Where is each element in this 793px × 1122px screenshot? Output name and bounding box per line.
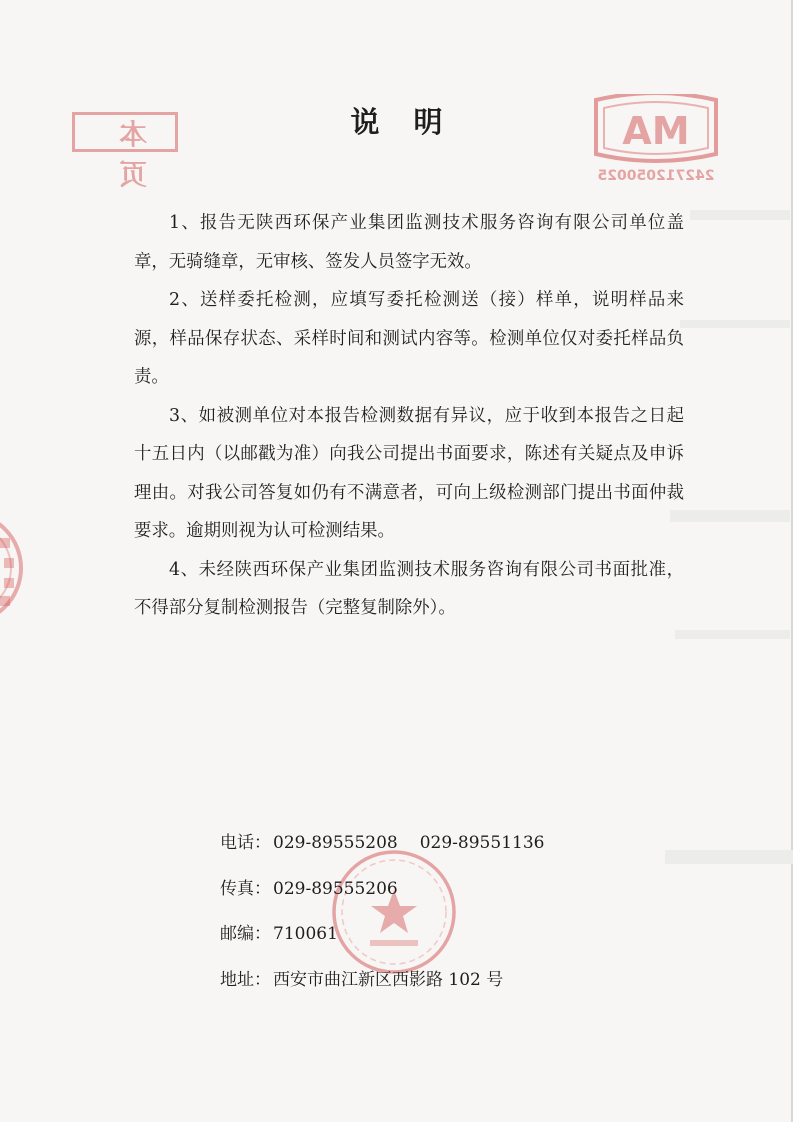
note-paragraph-1: 1、报告无陕西环保产业集团监测技术服务咨询有限公司单位盖章，无骑缝章，无审核、签发人员签字无效。: [134, 213, 684, 272]
phone-label: 电话：: [220, 833, 271, 853]
address-value: 西安市曲江新区西影路 102 号: [273, 969, 504, 990]
postcode-value: 710061: [273, 924, 338, 944]
phone-number-1: 029-89555208: [273, 833, 398, 853]
fax-label: 传真：: [220, 878, 271, 899]
postcode-row: [220, 918, 544, 964]
phone-number-2: 029-89551136: [419, 833, 545, 853]
phone-row: [220, 827, 544, 873]
note-paragraph-2: 2、送样委托检测，应填写委托检测送（接）样单，说明样品来源，样品保存状态、采样时间和测试内容等。检测单位仅对委托样品负责。: [134, 290, 684, 387]
note-paragraph-3: 3、如被测单位对本报告检测数据有异议，应于收到本报告之日起十五日内（以邮戳为准）向我公司提出书面要求，陈述有关疑点及申诉理由。对我公司答复如仍有不满意者，可向上级检测部门提出书面仲裁要求。逾期则视为认可检测结果。: [134, 405, 684, 541]
postcode-label: 邮编：: [220, 924, 271, 944]
page-stamp-text: 本 页: [103, 118, 148, 191]
cma-logo-code: 242712050025: [597, 168, 715, 184]
notes-body: [134, 204, 684, 628]
note-paragraph-4: 4、未经陕西环保产业集团监测技术服务咨询有限公司书面批准，不得部分复制检测报告（完整复制除外）。: [134, 559, 684, 618]
fax-row: [220, 873, 544, 919]
page-title: 说明: [350, 105, 477, 139]
fax-number: 029-89555206: [273, 878, 398, 899]
partial-seal-left: [0, 508, 38, 628]
contact-info: [220, 827, 544, 1009]
address-row: [220, 964, 544, 1010]
address-label: 地址：: [220, 969, 271, 990]
cma-logo-text: MA: [622, 109, 690, 153]
